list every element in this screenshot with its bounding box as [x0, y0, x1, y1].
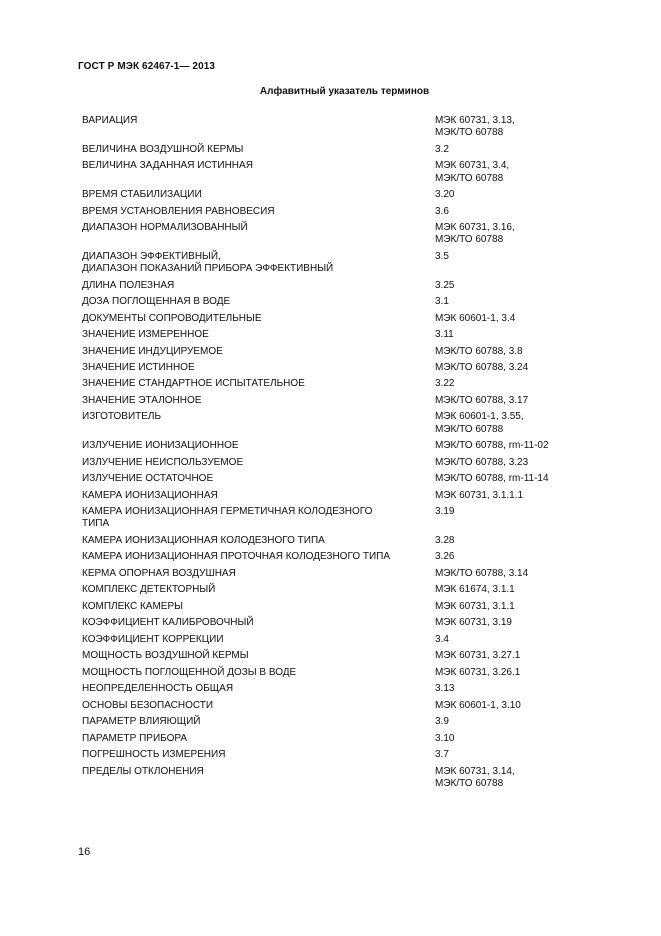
index-entry [82, 362, 582, 374]
page-number: 16 [78, 846, 91, 858]
index-term: ИЗЛУЧЕНИЕ ИОНИЗАЦИОННОЕ [82, 440, 239, 452]
index-entry [82, 700, 582, 712]
index-entry [82, 457, 582, 469]
index-term: ПАРАМЕТР ПРИБОРА [82, 732, 188, 744]
index-reference: МЭК 60731, 3.14, МЭК/ТО 60788 [435, 765, 515, 790]
index-entry [82, 313, 582, 325]
index-entry [82, 650, 582, 662]
index-reference: МЭК 60601-1, 3.55, МЭК/ТО 60788 [435, 411, 524, 435]
index-reference: МЭК/ТО 60788, 3.14 [435, 567, 529, 579]
index-reference: 3.28 [435, 534, 455, 546]
index-entry [82, 683, 582, 695]
index-term: ПРЕДЕЛЫ ОТКЛОНЕНИЯ [82, 765, 204, 777]
index-term: ПАРАМЕТР ВЛИЯЮЩИЙ [82, 716, 201, 728]
index-entry [82, 490, 582, 502]
index-term: КОМПЛЕКС ДЕТЕКТОРНЫЙ [82, 584, 216, 596]
index-term: КОЭФФИЦИЕНТ КАЛИБРОВОЧНЫЙ [82, 617, 254, 629]
index-term: КАМЕРА ИОНИЗАЦИОННАЯ [82, 489, 218, 501]
index-entry [82, 280, 582, 292]
index-reference: МЭК/ТО 60788, rm-11-02 [435, 440, 549, 452]
index-reference: МЭК 60731, 3.16, МЭК/ТО 60788 [435, 222, 515, 246]
index-reference: 3.9 [435, 716, 449, 728]
index-entry [82, 766, 582, 791]
index-entry [82, 206, 582, 218]
index-term: ИЗЛУЧЕНИЕ НЕИСПОЛЬЗУЕМОЕ [82, 456, 244, 468]
index-reference: 3.20 [435, 189, 455, 201]
index-term: ВРЕМЯ СТАБИЛИЗАЦИИ [82, 189, 202, 201]
index-reference: МЭК/ТО 60788, 3.8 [435, 345, 523, 357]
index-term: КЕРМА ОПОРНАЯ ВОЗДУШНАЯ [82, 567, 236, 579]
index-entry [82, 346, 582, 358]
index-entry [82, 601, 582, 613]
index-term: КАМЕРА ИОНИЗАЦИОННАЯ ГЕРМЕТИЧНАЯ КОЛОДЕЗНОГО ТИПА [82, 506, 373, 530]
index-reference: МЭК/ТО 60788, 3.23 [435, 456, 529, 468]
index-reference: МЭК 60731, 3.1.1 [435, 600, 515, 612]
index-term: ЗНАЧЕНИЕ ЭТАЛОННОЕ [82, 394, 202, 406]
index-reference: МЭК 60731, 3.1.1.1 [435, 489, 524, 501]
index-entry [82, 160, 582, 185]
index-term: ДОКУМЕНТЫ СОПРОВОДИТЕЛЬНЫЕ [82, 312, 262, 324]
index-term: ВАРИАЦИЯ [82, 115, 138, 126]
index-term: ОСНОВЫ БЕЗОПАСНОСТИ [82, 699, 214, 711]
index-reference: 3.25 [435, 279, 455, 291]
index-reference: МЭК/ТО 60788, rm-11-14 [435, 473, 549, 485]
index-term: МОЩНОСТЬ ВОЗДУШНОЙ КЕРМЫ [82, 650, 249, 662]
index-entry [82, 617, 582, 629]
index-reference: МЭК/ТО 60788, 3.17 [435, 394, 529, 406]
index-entry [82, 222, 582, 247]
index-entry [82, 296, 582, 308]
index-term: ЗНАЧЕНИЕ СТАНДАРТНОЕ ИСПЫТАТЕЛЬНОЕ [82, 378, 305, 390]
index-term: КОЭФФИЦИЕНТ КОРРЕКЦИИ [82, 633, 224, 645]
index-reference: МЭК 61674, 3.1.1 [435, 584, 515, 596]
index-reference: 3.4 [435, 633, 449, 645]
index-term: ИЗГОТОВИТЕЛЬ [82, 411, 162, 423]
index-reference: МЭК 60731, 3.13, МЭК/ТО 60788 [435, 115, 515, 139]
index-reference: 3.1 [435, 296, 449, 308]
index-entry [82, 189, 582, 201]
index-term: ЗНАЧЕНИЕ ИСТИННОЕ [82, 362, 195, 373]
index-reference: МЭК 60601-1, 3.10 [435, 699, 521, 711]
index-entry [82, 667, 582, 679]
index-reference: 3.6 [435, 205, 449, 217]
index-entry [82, 535, 582, 547]
index-reference: 3.2 [435, 143, 449, 155]
index-entry [82, 733, 582, 745]
index-term: МОЩНОСТЬ ПОГЛОЩЕННОЙ ДОЗЫ В ВОДЕ [82, 666, 297, 678]
index-reference: 3.13 [435, 683, 455, 695]
index-entry [82, 506, 582, 531]
index-reference: 3.19 [435, 506, 455, 518]
index-reference: МЭК 60731, 3.19 [435, 617, 512, 629]
index-entry [82, 251, 582, 276]
document-header: ГОСТ Р МЭК 62467-1— 2013 [78, 61, 216, 72]
index-reference: МЭК 60731, 3.26.1 [435, 666, 521, 678]
index-term: ВЕЛИЧИНА ЗАДАННАЯ ИСТИННАЯ [82, 160, 253, 172]
index-term: ДИАПАЗОН НОРМАЛИЗОВАННЫЙ [82, 222, 248, 234]
index-reference: 3.10 [435, 732, 455, 744]
index-entry [82, 551, 582, 563]
index-reference: 3.11 [435, 329, 454, 341]
index-entry [82, 634, 582, 646]
index-entry [82, 473, 582, 485]
index-term: ВРЕМЯ УСТАНОВЛЕНИЯ РАВНОВЕСИЯ [82, 205, 275, 217]
index-term: ДОЗА ПОГЛОЩЕННАЯ В ВОДЕ [82, 296, 231, 308]
index-reference: МЭК 60731, 3.4, МЭК/ТО 60788 [435, 160, 510, 184]
index-reference: МЭК 60731, 3.27.1 [435, 650, 521, 662]
index-entry [82, 378, 582, 390]
index-title: Алфавитный указатель терминов [259, 86, 430, 97]
index-reference: 3.26 [435, 551, 455, 563]
index-entry [82, 115, 582, 140]
index-reference: МЭК/ТО 60788, 3.24 [435, 362, 529, 373]
index-entry [82, 584, 582, 596]
index-entry [82, 411, 582, 436]
index-term: КОМПЛЕКС КАМЕРЫ [82, 600, 183, 612]
index-term: ПОГРЕШНОСТЬ ИЗМЕРЕНИЯ [82, 749, 226, 761]
index-term: ЗНАЧЕНИЕ ИНДУЦИРУЕМОЕ [82, 345, 223, 357]
index-reference: МЭК 60601-1, 3.4 [435, 312, 516, 324]
index-term: ДИАПАЗОН ЭФФЕКТИВНЫЙ, ДИАПАЗОН ПОКАЗАНИЙ ПРИБОРА ЭФФЕКТИВНЫЙ [82, 250, 334, 275]
index-entry [82, 329, 582, 341]
index-entry [82, 395, 582, 407]
index-reference: 3.22 [435, 378, 455, 390]
index-term: ВЕЛИЧИНА ВОЗДУШНОЙ КЕРМЫ [82, 143, 244, 155]
index-term: ДЛИНА ПОЛЕЗНАЯ [82, 279, 175, 291]
index-reference: 3.5 [435, 250, 449, 262]
term-index-list [82, 115, 582, 795]
index-term: НЕОПРЕДЕЛЕННОСТЬ ОБЩАЯ [82, 683, 234, 695]
index-entry [82, 716, 582, 728]
index-term: ЗНАЧЕНИЕ ИЗМЕРЕННОЕ [82, 329, 209, 341]
index-term: КАМЕРА ИОНИЗАЦИОННАЯ КОЛОДЕЗНОГО ТИПА [82, 534, 325, 546]
index-entry [82, 568, 582, 580]
index-term: ИЗЛУЧЕНИЕ ОСТАТОЧНОЕ [82, 473, 214, 485]
index-entry [82, 144, 582, 156]
index-reference: 3.7 [435, 749, 449, 761]
index-term: КАМЕРА ИОНИЗАЦИОННАЯ ПРОТОЧНАЯ КОЛОДЕЗНОГО ТИПА [82, 551, 391, 563]
index-entry [82, 440, 582, 452]
index-entry [82, 749, 582, 761]
